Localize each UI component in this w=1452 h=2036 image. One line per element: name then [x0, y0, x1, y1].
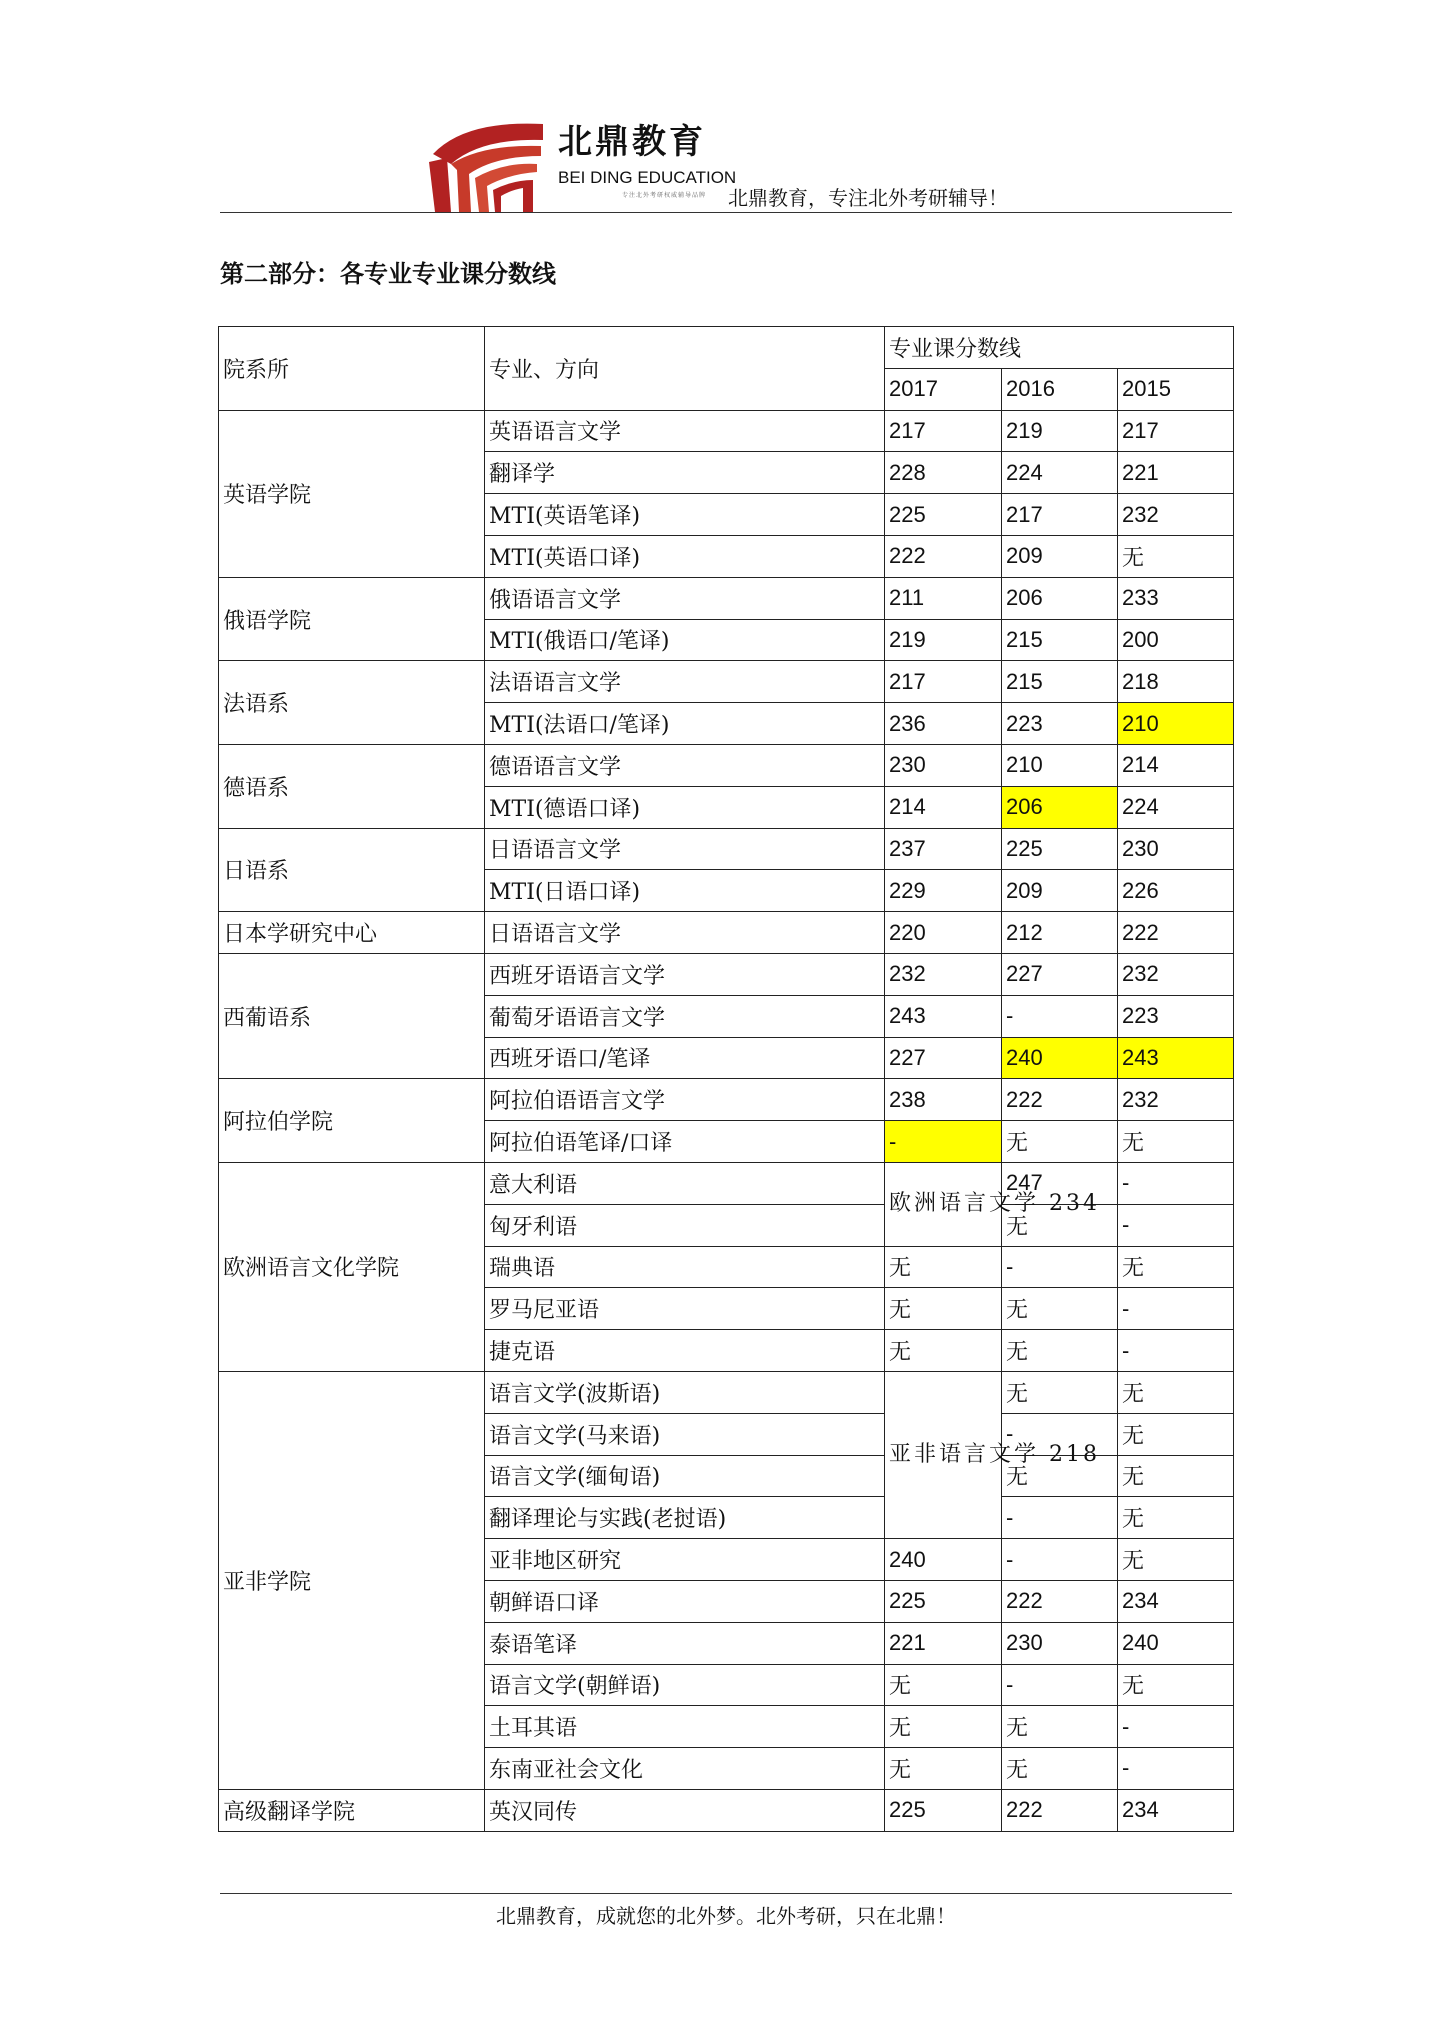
score-cell-2016: 206 [1002, 786, 1118, 828]
score-cell-2015: 243 [1118, 1037, 1234, 1079]
header-scores: 专业课分数线 [885, 327, 1234, 369]
score-cell-2017: 230 [885, 744, 1002, 786]
dept-cell: 德语系 [219, 744, 485, 828]
table-header-row [219, 327, 1234, 369]
dept-cell: 法语系 [219, 661, 485, 745]
score-cell-2016: 227 [1002, 953, 1118, 995]
score-cell-2015: - [1118, 1288, 1234, 1330]
major-cell: 英语语言文学 [485, 410, 885, 452]
score-cell-2017: 无 [885, 1664, 1002, 1706]
score-cell-2016: 225 [1002, 828, 1118, 870]
score-cell-2017: 214 [885, 786, 1002, 828]
logo-icon [425, 118, 555, 212]
dept-cell: 日语系 [219, 828, 485, 912]
major-cell: MTI(法语口/笔译) [485, 703, 885, 745]
score-cell-2016: 230 [1002, 1622, 1118, 1664]
major-cell: MTI(英语口译) [485, 535, 885, 577]
score-cell-2015: 210 [1118, 703, 1234, 745]
score-cell-2015: 无 [1118, 1246, 1234, 1288]
dept-cell: 英语学院 [219, 410, 485, 577]
score-cell-2017: 232 [885, 953, 1002, 995]
major-cell: MTI(德语口译) [485, 786, 885, 828]
score-cell-2017: 243 [885, 995, 1002, 1037]
score-cell-2015: 226 [1118, 870, 1234, 912]
score-cell-2016: 247 [1002, 1162, 1118, 1204]
score-cell-2015: 218 [1118, 661, 1234, 703]
score-cell-2015: 无 [1118, 1455, 1234, 1497]
score-cell-2015: 无 [1118, 1121, 1234, 1163]
score-cell-2015: 无 [1118, 1371, 1234, 1413]
score-cell-2015: 232 [1118, 953, 1234, 995]
score-cell-2015: 230 [1118, 828, 1234, 870]
score-cell-2017: 225 [885, 494, 1002, 536]
score-cell-2016: 无 [1002, 1288, 1118, 1330]
major-cell: 葡萄牙语语言文学 [485, 995, 885, 1037]
major-cell: 翻译理论与实践(老挝语) [485, 1497, 885, 1539]
score-cell-2017: 236 [885, 703, 1002, 745]
header-slogan: 北鼎教育，专注北外考研辅导！ [728, 186, 1008, 210]
score-cell-2016: 无 [1002, 1706, 1118, 1748]
score-cell-2016: 217 [1002, 494, 1118, 536]
score-cell-2015: - [1118, 1706, 1234, 1748]
score-cell-2017: 237 [885, 828, 1002, 870]
score-cell-2017: 228 [885, 452, 1002, 494]
header-divider [220, 212, 1232, 213]
score-cell-2017: 229 [885, 870, 1002, 912]
table-row [219, 828, 1234, 870]
table-row [219, 912, 1234, 954]
major-cell: 亚非地区研究 [485, 1539, 885, 1581]
score-cell-2016: 无 [1002, 1121, 1118, 1163]
score-cell-2015: - [1118, 1204, 1234, 1246]
page-header [220, 110, 1232, 212]
score-cell-2016: - [1002, 1539, 1118, 1581]
major-cell: 捷克语 [485, 1330, 885, 1372]
major-cell: 意大利语 [485, 1162, 885, 1204]
score-table [218, 326, 1234, 1832]
score-cell-2015: 234 [1118, 1580, 1234, 1622]
score-cell-2017: 225 [885, 1789, 1002, 1831]
score-cell-2015: 224 [1118, 786, 1234, 828]
dept-cell: 亚非学院 [219, 1371, 485, 1789]
header-major: 专业、方向 [485, 327, 885, 411]
score-cell-2016: 240 [1002, 1037, 1118, 1079]
score-cell-2015: - [1118, 1162, 1234, 1204]
score-cell-2015: - [1118, 1330, 1234, 1372]
header-year-2017: 2017 [885, 368, 1002, 410]
score-cell-2015: 221 [1118, 452, 1234, 494]
score-cell-2016: - [1002, 1246, 1118, 1288]
header-year-2015: 2015 [1118, 368, 1234, 410]
score-cell-2016: 222 [1002, 1789, 1118, 1831]
major-cell: 罗马尼亚语 [485, 1288, 885, 1330]
table-row [219, 953, 1234, 995]
table-row [219, 1079, 1234, 1121]
score-cell-2016: 无 [1002, 1204, 1118, 1246]
score-cell-2016: 210 [1002, 744, 1118, 786]
score-cell-2015: 无 [1118, 1413, 1234, 1455]
major-cell: 泰语笔译 [485, 1622, 885, 1664]
major-cell: 瑞典语 [485, 1246, 885, 1288]
score-cell-2016: 224 [1002, 452, 1118, 494]
score-cell-2017: 无 [885, 1748, 1002, 1790]
score-cell-2015: 200 [1118, 619, 1234, 661]
score-cell-2016: 222 [1002, 1580, 1118, 1622]
score-cell-2015: 234 [1118, 1789, 1234, 1831]
score-cell-2015: 无 [1118, 535, 1234, 577]
score-cell-2017: 无 [885, 1330, 1002, 1372]
score-cell-2015: 214 [1118, 744, 1234, 786]
score-cell-2017: 238 [885, 1079, 1002, 1121]
score-cell-2017: 无 [885, 1246, 1002, 1288]
score-cell-2015: 无 [1118, 1497, 1234, 1539]
score-cell-2017: 无 [885, 1288, 1002, 1330]
score-cell-2016: 212 [1002, 912, 1118, 954]
score-cell-2015: 232 [1118, 494, 1234, 536]
major-cell: MTI(俄语口/笔译) [485, 619, 885, 661]
major-cell: 语言文学(波斯语) [485, 1371, 885, 1413]
score-cell-2017: 217 [885, 661, 1002, 703]
header-dept: 院系所 [219, 327, 485, 411]
table-row [219, 1789, 1234, 1831]
score-cell-2015: 无 [1118, 1664, 1234, 1706]
dept-cell: 高级翻译学院 [219, 1789, 485, 1831]
major-cell: 阿拉伯语语言文学 [485, 1079, 885, 1121]
score-cell-2017: 222 [885, 535, 1002, 577]
major-cell: 英汉同传 [485, 1789, 885, 1831]
score-cell-2015: 222 [1118, 912, 1234, 954]
score-cell-2017: 220 [885, 912, 1002, 954]
major-cell: 阿拉伯语笔译/口译 [485, 1121, 885, 1163]
dept-cell: 俄语学院 [219, 577, 485, 661]
merged-score-cell: 欧洲语言文学 234 [885, 1162, 1002, 1246]
major-cell: 土耳其语 [485, 1706, 885, 1748]
brand-name-en: BEI DING EDUCATION [558, 168, 737, 187]
header-year-2016: 2016 [1002, 368, 1118, 410]
dept-cell: 西葡语系 [219, 953, 485, 1078]
major-cell: 俄语语言文学 [485, 577, 885, 619]
score-cell-2016: 209 [1002, 535, 1118, 577]
major-cell: 语言文学(缅甸语) [485, 1455, 885, 1497]
score-cell-2016: 209 [1002, 870, 1118, 912]
score-cell-2017: 无 [885, 1706, 1002, 1748]
score-cell-2017: - [885, 1121, 1002, 1163]
score-cell-2017: 217 [885, 410, 1002, 452]
score-cell-2017: 225 [885, 1580, 1002, 1622]
score-cell-2015: 240 [1118, 1622, 1234, 1664]
section-title: 第二部分：各专业专业课分数线 [220, 259, 556, 288]
major-cell: 东南亚社会文化 [485, 1748, 885, 1790]
brand-subtitle: 专注北外考研权威辅导品牌 [622, 192, 707, 199]
score-cell-2017: 227 [885, 1037, 1002, 1079]
footer-divider [220, 1893, 1232, 1894]
dept-cell: 阿拉伯学院 [219, 1079, 485, 1163]
score-cell-2015: - [1118, 1748, 1234, 1790]
score-cell-2016: 223 [1002, 703, 1118, 745]
table-row [219, 410, 1234, 452]
major-cell: 西班牙语语言文学 [485, 953, 885, 995]
table-row [219, 661, 1234, 703]
major-cell: 语言文学(朝鲜语) [485, 1664, 885, 1706]
major-cell: 匈牙利语 [485, 1204, 885, 1246]
score-cell-2016: 219 [1002, 410, 1118, 452]
table-row [219, 744, 1234, 786]
score-cell-2016: 无 [1002, 1330, 1118, 1372]
major-cell: MTI(日语口译) [485, 870, 885, 912]
score-cell-2017: 240 [885, 1539, 1002, 1581]
major-cell: 法语语言文学 [485, 661, 885, 703]
score-cell-2016: 无 [1002, 1371, 1118, 1413]
table-row [219, 1162, 1234, 1204]
score-cell-2016: 无 [1002, 1455, 1118, 1497]
page-footer: 北鼎教育，成就您的北外梦。北外考研，只在北鼎！ [496, 1904, 956, 1928]
score-cell-2015: 232 [1118, 1079, 1234, 1121]
major-cell: 语言文学(马来语) [485, 1413, 885, 1455]
score-cell-2016: 215 [1002, 619, 1118, 661]
score-cell-2016: 206 [1002, 577, 1118, 619]
major-cell: 西班牙语口/笔译 [485, 1037, 885, 1079]
score-cell-2016: - [1002, 995, 1118, 1037]
score-cell-2016: - [1002, 1413, 1118, 1455]
dept-cell: 日本学研究中心 [219, 912, 485, 954]
score-cell-2016: 无 [1002, 1748, 1118, 1790]
major-cell: 翻译学 [485, 452, 885, 494]
major-cell: 日语语言文学 [485, 912, 885, 954]
score-cell-2015: 233 [1118, 577, 1234, 619]
score-cell-2017: 221 [885, 1622, 1002, 1664]
table-row [219, 1371, 1234, 1413]
major-cell: 朝鲜语口译 [485, 1580, 885, 1622]
score-cell-2016: 215 [1002, 661, 1118, 703]
score-cell-2015: 无 [1118, 1539, 1234, 1581]
dept-cell: 欧洲语言文化学院 [219, 1162, 485, 1371]
score-cell-2015: 217 [1118, 410, 1234, 452]
merged-score-cell: 亚非语言文学 218 [885, 1371, 1002, 1538]
score-cell-2016: - [1002, 1664, 1118, 1706]
major-cell: 德语语言文学 [485, 744, 885, 786]
score-cell-2015: 223 [1118, 995, 1234, 1037]
score-cell-2017: 211 [885, 577, 1002, 619]
table-row [219, 577, 1234, 619]
score-cell-2016: 222 [1002, 1079, 1118, 1121]
score-cell-2016: - [1002, 1497, 1118, 1539]
brand-name: 北鼎教育 [558, 122, 706, 162]
major-cell: 日语语言文学 [485, 828, 885, 870]
major-cell: MTI(英语笔译) [485, 494, 885, 536]
score-cell-2017: 219 [885, 619, 1002, 661]
